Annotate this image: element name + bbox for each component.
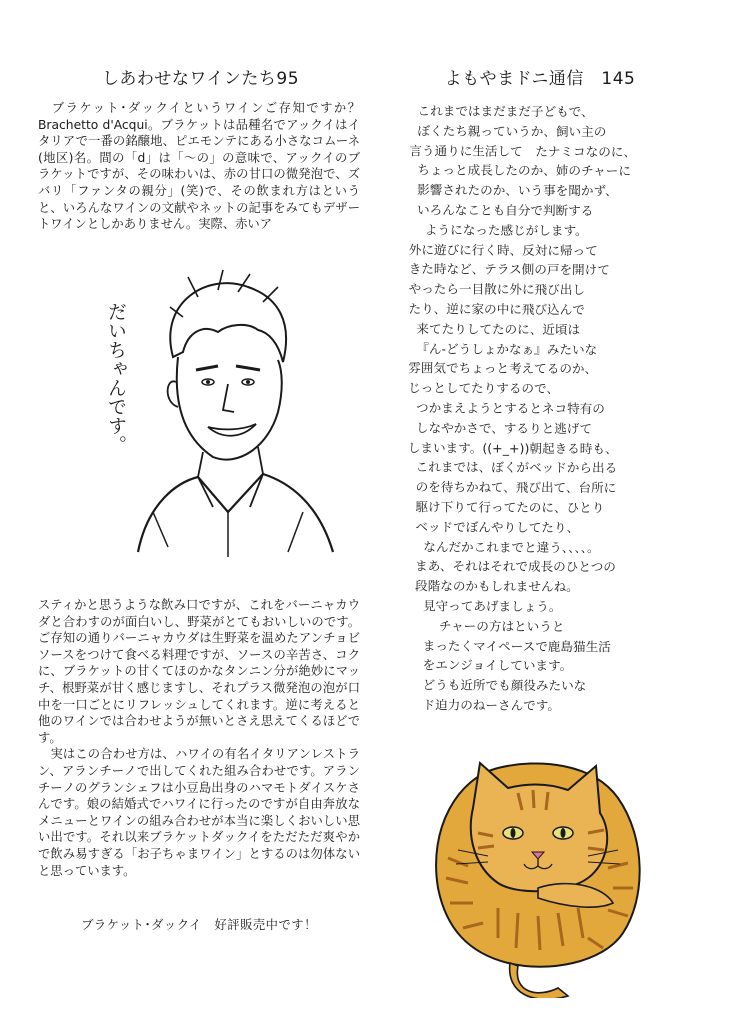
handwritten-line: 外に遊びに行く時、反対に帰って [408, 241, 598, 258]
handwritten-line: 見守ってあげましょう。 [406, 598, 562, 614]
handwritten-line: まったくマイペースで鹿島猫生活 [406, 637, 611, 654]
handwritten-line: 影響されたのか、いう事を聞かず、 [409, 182, 618, 199]
handwritten-line: なんだかこれまでと違う、、、、。 [407, 538, 600, 555]
handwritten-line: これまでは、ぼくがベッドから出る [407, 459, 618, 476]
handwritten-line: どうも近所でも顔役みたいな [406, 677, 587, 694]
left-lower-paragraph: スティかと思うような飲み口ですが、これをバーニャカウダと合わすのが面白いし、野菜がとてもおいしいのです。ご存知の通りバーニャカウダは生野菜を温めたアンチョビソースをつけて食べる料理ですが、ソースの辛苦さ、コクに、ブラケットの甘くてほのかなタンニン分が絶妙にマッチ、根野菜が甘く感じますし、それプラス微発泡の泡が口中を一口ごとにリフレッシュしてくれます。逆に考えると他のワインでは合わせようが無いとさえ思えてくるほどです。 実はこの合わせ方は、ハワイの有名イタリアンレストラン、アランチーノで出してくれた組み合わせです。アランチーノのグランシェフは小豆島出身のハマモトダイスケさんです。娘の結婚式でハワイに行ったのですが自由奔放なメニューとワインの組み合わせが本当に楽しくおいしい思い出です。それ以来ブラケットダックイをただただ爽やかで飲み易すぎる「お子ちゃまワイン」とするのは勿体ないと思っています。 [38, 598, 360, 878]
handwritten-line: つかまえようとするとネコ特有の [407, 400, 605, 417]
handwritten-line: きた時など、テラス側の戸を開けて [408, 261, 610, 278]
handwritten-line: ちょっと成長したのか、姉のチャーに [409, 162, 632, 179]
handwritten-line: じっとしてたりするので、 [408, 380, 560, 397]
portrait-illustration [78, 262, 338, 562]
left-footer-note: ブラケット･ダックイ 好評販売中です！ [81, 918, 317, 932]
handwritten-line: いろんなことも自分で判断する [409, 202, 594, 219]
cat-illustration [418, 738, 648, 998]
handwritten-line: たり、逆に家の中に飛び込んで [408, 301, 585, 318]
handwritten-column [406, 101, 709, 716]
handwritten-line: チャーの方はというと [406, 617, 565, 634]
handwritten-line: 雰囲気でちょっと考えてるのか、 [408, 360, 598, 377]
handwritten-line: 『ん-どうしょかなぁ』みたいな [408, 340, 598, 357]
handwritten-line: ぼくたち親っていうか、飼い主の [409, 123, 607, 140]
right-column-title: よもやまドニ通信 145 [444, 69, 636, 89]
handwritten-line: ベッドでぼんやりしてたり、 [407, 518, 580, 535]
handwritten-line: をエンジョイしています。 [406, 657, 573, 674]
handwritten-line: まあ、それはそれで成長のひとつの [407, 558, 616, 575]
handwritten-line: しなやかさで、するりと逃げて [407, 419, 593, 436]
handwritten-line: しまいます。((+_+))朝起きる時も、 [407, 439, 618, 456]
portrait-caption: だいちゃんです。 [105, 302, 127, 454]
left-intro-paragraph: ブラケット･ダックイというワインご存知ですか？Brachetto d'Acqui。ブラケットは品種名でアックイはイタリアで一番の銘醸地、ピエモンテにある小さなコムーネ(地区)名。間の「d」は「～の」の意味で、アックイのブラケットですが、その味わいは、赤の甘口の微発泡で、ズバリ「ファンタの親分」(笑)で、その飲まれ方はというと、いろんなワインの文献やネットの記事をみてもデザートワインとしかありません。実際、赤いア [38, 101, 360, 232]
handwritten-line: のを待ちかねて、飛び出て、台所に [407, 479, 617, 496]
handwritten-line: 来てたりしてたのに、近頃は [408, 320, 581, 337]
handwritten-line: 駆け下りて行ってたのに、ひとり [407, 499, 605, 516]
handwritten-line: 言う通りに生活して たナミコなのに、 [409, 142, 637, 159]
handwritten-line: これまではまだまだ子どもで、 [409, 103, 594, 120]
left-column-title: しあわせなワインたち95 [101, 69, 300, 89]
handwritten-line: ようになった感じがします。 [408, 221, 588, 238]
handwritten-line: やったら一目散に外に飛び出し [408, 281, 585, 298]
handwritten-line: 段階なのかもしれませんね。 [407, 578, 579, 595]
handwritten-line: ド迫力のねーさんです。 [406, 697, 561, 713]
